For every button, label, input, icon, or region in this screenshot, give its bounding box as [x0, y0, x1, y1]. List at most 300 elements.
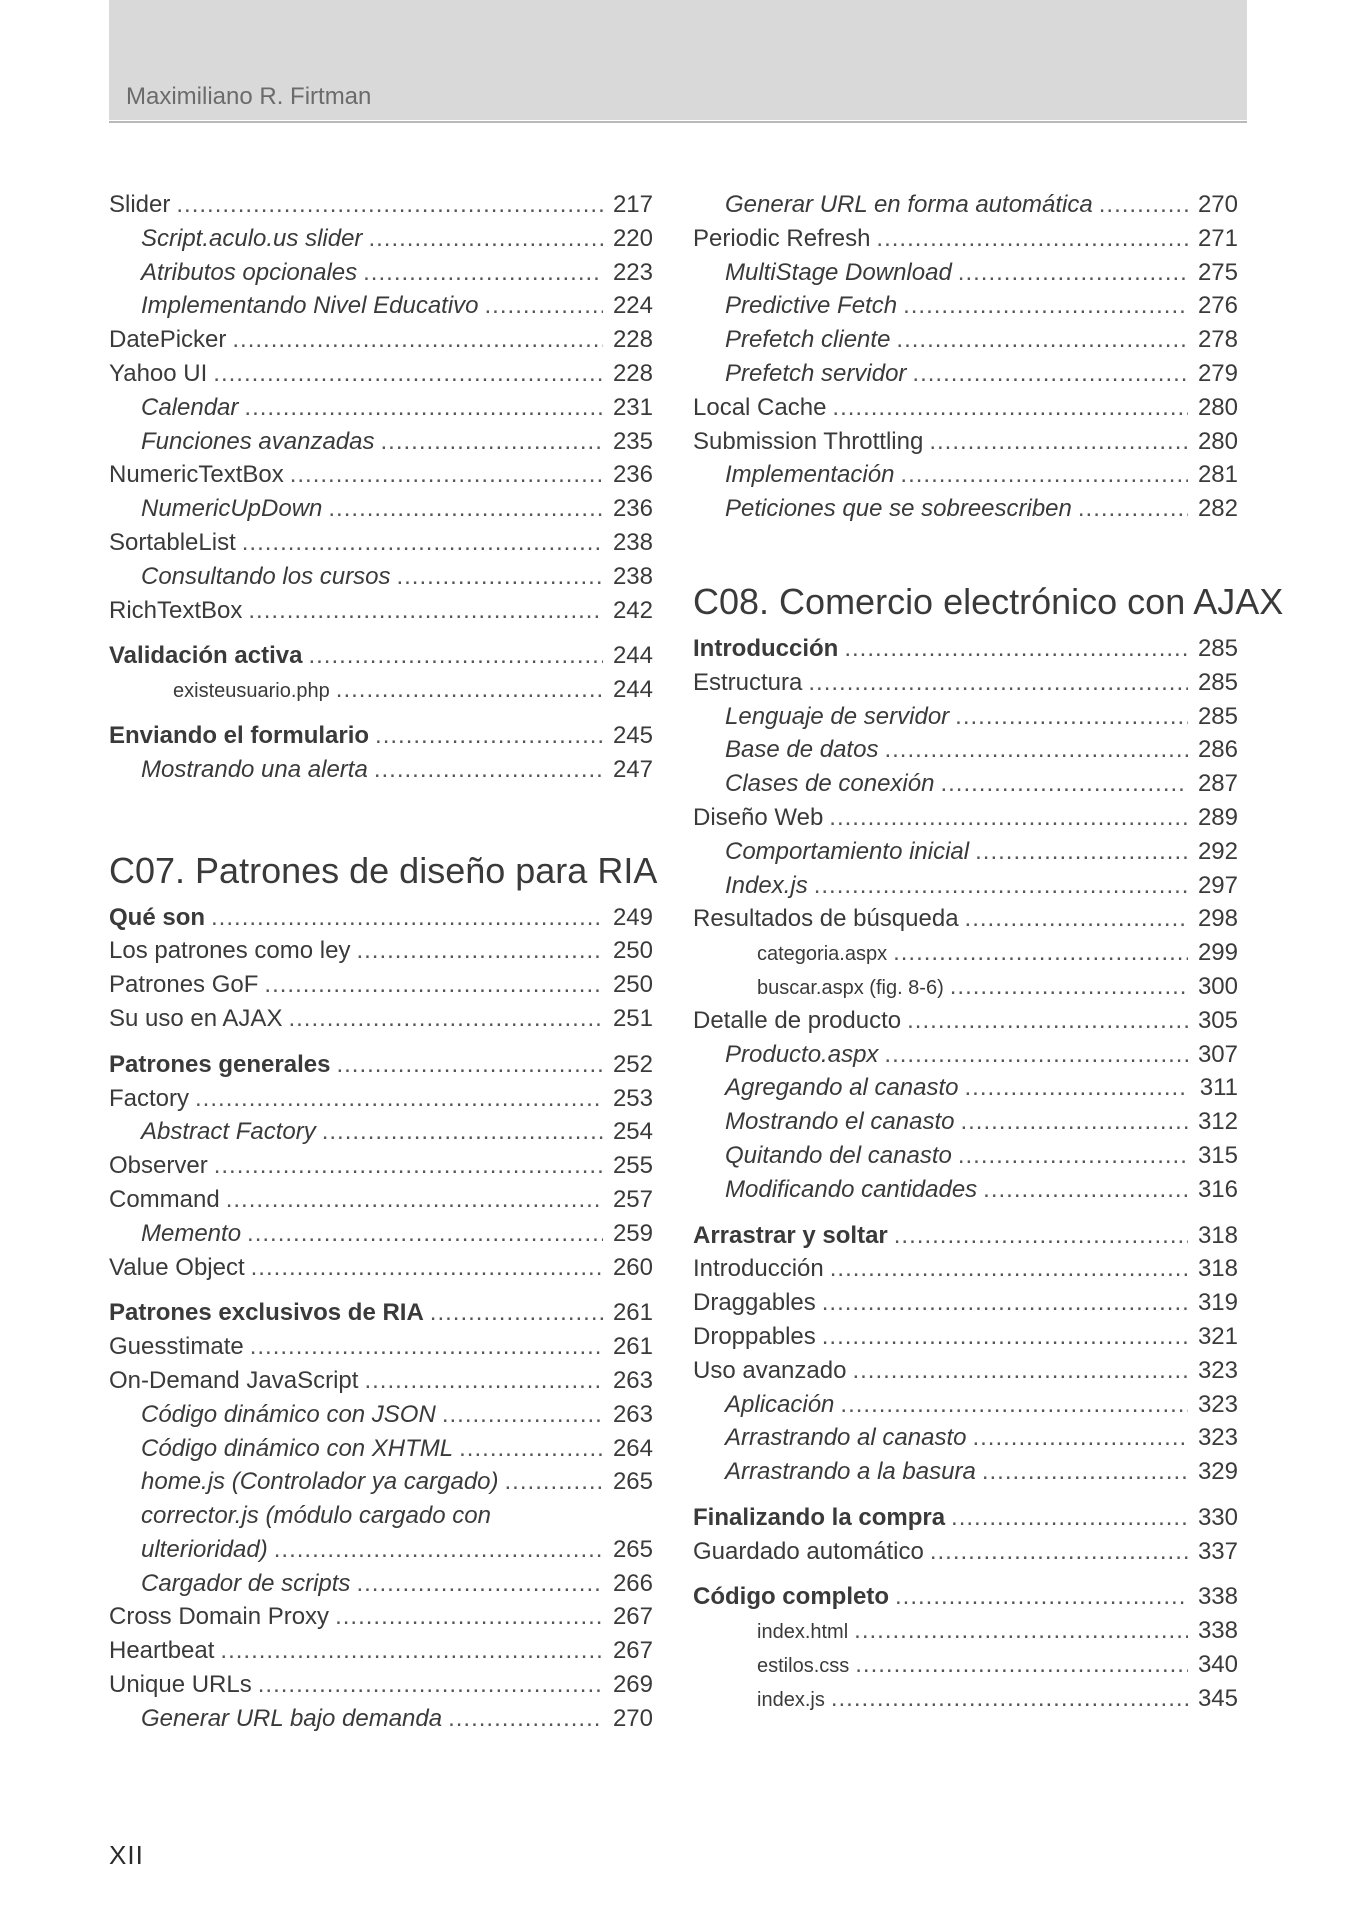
toc-entry[interactable] [109, 357, 653, 391]
toc-entry-label: Aplicación [725, 1390, 835, 1418]
toc-entry[interactable] [109, 719, 653, 753]
toc-entry-label: DatePicker [109, 326, 227, 354]
toc-entry[interactable] [693, 869, 1238, 903]
toc-entry-page-number: 220 [612, 224, 653, 252]
toc-entry-page-number: 286 [1197, 736, 1238, 764]
toc-entry-page-number: 282 [1197, 495, 1238, 523]
dot-leader [250, 1330, 603, 1364]
dot-leader [950, 970, 1188, 1004]
dot-leader [955, 700, 1188, 734]
toc-entry-label: Arrastrando a la basura [725, 1458, 976, 1486]
toc-entry-label: Periodic Refresh [693, 224, 871, 252]
toc-entry-label: corrector.js (módulo cargado con [141, 1502, 491, 1530]
toc-entry-page-number: 337 [1197, 1537, 1238, 1565]
dot-leader [808, 666, 1188, 700]
toc-entry[interactable] [693, 1105, 1238, 1139]
toc-entry[interactable] [109, 1296, 653, 1330]
toc-entry-label: Submission Throttling [693, 427, 924, 455]
toc-entry-label: Código dinámico con XHTML [141, 1434, 454, 1462]
toc-entry-page-number: 251 [612, 1004, 653, 1032]
toc-entry-label: Peticiones que se sobreescriben [725, 495, 1072, 523]
dot-leader [290, 458, 603, 492]
toc-entry-page-number: 287 [1197, 770, 1238, 798]
toc-entry[interactable] [693, 323, 1238, 357]
dot-leader [893, 936, 1188, 970]
dot-leader [832, 391, 1188, 425]
dot-leader [983, 1173, 1188, 1207]
toc-entry-label: Patrones GoF [109, 971, 259, 999]
dot-leader [965, 1071, 1188, 1105]
toc-entry-page-number: 292 [1197, 837, 1238, 865]
toc-entry-page-number: 340 [1197, 1651, 1238, 1679]
toc-entry[interactable] [693, 666, 1238, 700]
dot-leader [232, 323, 603, 357]
toc-entry[interactable] [109, 934, 653, 968]
toc-entry-label: index.html [757, 1621, 849, 1644]
dot-leader [852, 1354, 1188, 1388]
dot-leader [829, 801, 1188, 835]
toc-entry-page-number: 249 [612, 903, 653, 931]
toc-entry[interactable] [693, 188, 1238, 222]
toc-entry-label: Unique URLs [109, 1671, 252, 1699]
toc-entry[interactable] [693, 1682, 1238, 1716]
toc-entry[interactable] [693, 733, 1238, 767]
toc-entry-label: Implementación [725, 461, 895, 489]
toc-entry[interactable] [109, 753, 653, 787]
toc-entry[interactable] [693, 1501, 1238, 1535]
toc-entry[interactable] [693, 1071, 1238, 1105]
dot-leader [380, 425, 603, 459]
toc-entry[interactable] [693, 1139, 1238, 1173]
toc-entry-page-number: 289 [1197, 803, 1238, 831]
toc-entry-label: Guardado automático [693, 1537, 924, 1565]
toc-entry-label: Su uso en AJAX [109, 1004, 283, 1032]
toc-entry-page-number: 238 [612, 562, 653, 590]
toc-entry[interactable] [109, 1330, 653, 1364]
toc-entry-page-number: 228 [612, 326, 653, 354]
dot-leader [274, 1533, 603, 1567]
toc-entry[interactable] [109, 968, 653, 1002]
toc-entry[interactable] [109, 1499, 653, 1533]
dot-leader [822, 1320, 1188, 1354]
toc-entry[interactable] [693, 1648, 1238, 1682]
dot-leader [442, 1398, 603, 1432]
toc-entry[interactable] [693, 1388, 1238, 1422]
dot-leader [364, 1364, 603, 1398]
dot-leader [288, 1002, 603, 1036]
toc-entry-page-number: 264 [612, 1434, 653, 1462]
toc-entry-label: Mostrando una alerta [141, 755, 368, 783]
toc-entry-label: Enviando el formulario [109, 721, 370, 749]
dot-leader [258, 1668, 603, 1702]
toc-entry-page-number: 269 [612, 1671, 653, 1699]
toc-entry-label: Cargador de scripts [141, 1569, 351, 1597]
toc-group-left-chapter [109, 901, 653, 1736]
toc-entry-label: Consultando los cursos [141, 562, 391, 590]
dot-leader [855, 1648, 1188, 1682]
toc-entry-label: Predictive Fetch [725, 292, 898, 320]
toc-entry-label: Implementando Nivel Educativo [141, 292, 479, 320]
toc-entry-label: Guesstimate [109, 1333, 244, 1361]
toc-entry[interactable] [109, 526, 653, 560]
toc-entry[interactable] [109, 256, 653, 290]
dot-leader [322, 1115, 603, 1149]
toc-entry-page-number: 245 [612, 721, 653, 749]
dot-leader [830, 1252, 1188, 1286]
toc-entry-label: Prefetch cliente [725, 326, 891, 354]
toc-entry-label: Value Object [109, 1253, 245, 1281]
toc-group-right-chapter [693, 632, 1238, 1716]
toc-entry-label: Factory [109, 1084, 190, 1112]
toc-entry[interactable] [109, 1082, 653, 1116]
toc-entry[interactable] [693, 1219, 1238, 1253]
toc-entry-label: Droppables [693, 1322, 816, 1350]
toc-entry[interactable] [693, 632, 1238, 666]
toc-entry-page-number: 299 [1197, 939, 1238, 967]
toc-entry-label: Slider [109, 191, 171, 218]
toc-entry-page-number: 345 [1197, 1684, 1238, 1712]
dot-leader [244, 391, 603, 425]
toc-entry[interactable] [693, 1614, 1238, 1648]
toc-entry[interactable] [109, 222, 653, 256]
toc-entry-page-number: 280 [1197, 427, 1238, 455]
toc-entry[interactable] [109, 1398, 653, 1432]
dot-leader [884, 1038, 1188, 1072]
toc-entry-page-number: 319 [1197, 1289, 1238, 1317]
dot-leader [982, 1455, 1188, 1489]
toc-entry[interactable] [109, 639, 653, 673]
toc-entry-page-number: 297 [1197, 871, 1238, 899]
toc-entry-page-number: 223 [612, 258, 653, 286]
header-rule [109, 121, 1247, 123]
toc-entry-page-number: 300 [1197, 972, 1238, 1000]
running-head-author: Maximiliano R. Firtman [126, 83, 372, 110]
toc-entry[interactable] [109, 1567, 653, 1601]
toc-entry-label: Heartbeat [109, 1637, 215, 1665]
toc-column-right [693, 188, 1284, 1716]
toc-entry-page-number: 311 [1199, 1074, 1238, 1102]
toc-entry-label: Command [109, 1185, 220, 1213]
toc-entry-page-number: 250 [612, 937, 653, 965]
toc-entry[interactable] [693, 492, 1238, 526]
dot-leader [356, 934, 603, 968]
toc-entry-label: Prefetch servidor [725, 359, 907, 387]
toc-entry[interactable] [693, 391, 1238, 425]
toc-entry-label: Resultados de búsqueda [693, 905, 959, 933]
toc-entry[interactable] [109, 1600, 653, 1634]
dot-leader [929, 425, 1188, 459]
toc-entry[interactable] [693, 256, 1238, 290]
toc-entry-page-number: 298 [1197, 905, 1238, 933]
toc-entry[interactable] [693, 1421, 1238, 1455]
toc-entry-label: Qué son [109, 903, 206, 931]
dot-leader [814, 869, 1188, 903]
toc-entry-label: Arrastrar y soltar [693, 1221, 888, 1249]
toc-entry-page-number: 265 [612, 1468, 653, 1496]
dot-leader [940, 767, 1188, 801]
toc-entry-page-number: 316 [1197, 1175, 1238, 1203]
toc-entry-label: SortableList [109, 528, 236, 556]
toc-entry-label: Yahoo UI [109, 359, 208, 387]
toc-entry-label: Lenguaje de servidor [725, 702, 950, 730]
toc-entry[interactable] [109, 1432, 653, 1466]
toc-entry[interactable] [109, 1217, 653, 1251]
dot-leader [505, 1465, 603, 1499]
toc-entry-page-number: 305 [1197, 1006, 1238, 1034]
toc-entry-label: estilos.css [757, 1655, 850, 1678]
toc-entry-label: Cross Domain Proxy [109, 1603, 330, 1631]
toc-entry-page-number: 236 [612, 461, 653, 489]
toc-entry-page-number: 323 [1197, 1356, 1238, 1384]
dot-leader [247, 1217, 603, 1251]
page-folio: XII [109, 1840, 144, 1870]
toc-entry-page-number: 261 [612, 1299, 653, 1327]
toc-entry[interactable] [693, 1354, 1238, 1388]
toc-entry[interactable] [693, 1004, 1238, 1038]
toc-entry[interactable] [109, 1149, 653, 1183]
toc-entry[interactable] [109, 1702, 653, 1736]
dot-leader [960, 1105, 1188, 1139]
dot-leader [328, 492, 603, 526]
toc-entry[interactable] [693, 835, 1238, 869]
toc-entry-page-number: 315 [1197, 1141, 1238, 1169]
toc-entry-page-number: 247 [612, 755, 653, 783]
dot-leader [396, 560, 603, 594]
toc-column-left [109, 188, 658, 1736]
toc-entry-page-number: 244 [612, 676, 653, 704]
toc-entry-label: Patrones generales [109, 1050, 331, 1078]
toc-entry[interactable] [693, 357, 1238, 391]
toc-entry-page-number: 231 [612, 393, 653, 421]
toc-entry-label: RichTextBox [109, 596, 243, 624]
toc-entry-page-number: 270 [1197, 191, 1238, 218]
toc-entry[interactable] [109, 458, 653, 492]
dot-leader [958, 1139, 1188, 1173]
toc-entry[interactable] [109, 1634, 653, 1668]
dot-leader [335, 1600, 603, 1634]
toc-entry-page-number: 238 [612, 528, 653, 556]
toc-entry-page-number: 267 [612, 1637, 653, 1665]
toc-entry-label: Detalle de producto [693, 1006, 902, 1034]
toc-entry-label: existeusuario.php [173, 680, 330, 703]
toc-entry[interactable] [693, 1320, 1238, 1354]
toc-entry-page-number: 318 [1197, 1255, 1238, 1283]
toc-entry[interactable] [693, 1038, 1238, 1072]
toc-entry[interactable] [693, 902, 1238, 936]
toc-entry[interactable] [109, 1183, 653, 1217]
dot-leader [972, 1421, 1188, 1455]
toc-entry-label: On-Demand JavaScript [109, 1366, 359, 1394]
toc-entry[interactable] [693, 1286, 1238, 1320]
toc-entry[interactable] [109, 673, 653, 707]
toc-entry[interactable] [693, 936, 1238, 970]
dot-leader [308, 639, 603, 673]
dot-leader [220, 1634, 603, 1668]
dot-leader [912, 357, 1188, 391]
toc-entry-page-number: 265 [612, 1535, 653, 1563]
dot-leader [374, 753, 603, 787]
dot-leader [951, 1501, 1188, 1535]
toc-entry[interactable] [109, 1115, 653, 1149]
dot-leader [896, 323, 1188, 357]
dot-leader [854, 1614, 1188, 1648]
dot-leader [894, 1219, 1188, 1253]
toc-entry[interactable] [693, 1535, 1238, 1569]
dot-leader [958, 256, 1188, 290]
toc-entry[interactable] [109, 188, 653, 222]
dot-leader [336, 673, 603, 707]
toc-entry-page-number: 312 [1197, 1108, 1238, 1136]
dot-leader [822, 1286, 1188, 1320]
toc-entry-label: Finalizando la compra [693, 1503, 946, 1531]
toc-entry-label: NumericTextBox [109, 461, 284, 489]
toc-entry-page-number: 285 [1197, 634, 1238, 662]
toc-entry-page-number: 260 [612, 1253, 653, 1281]
dot-leader [975, 835, 1188, 869]
toc-entry-label: Funciones avanzadas [141, 427, 375, 455]
toc-entry-page-number: 323 [1197, 1424, 1238, 1452]
toc-entry[interactable] [693, 1252, 1238, 1286]
toc-entry-label: Base de datos [725, 736, 879, 764]
toc-entry-page-number: 266 [612, 1569, 653, 1597]
toc-entry-label: Los patrones como ley [109, 937, 351, 965]
toc-entry-label: Uso avanzado [693, 1356, 847, 1384]
toc-entry[interactable] [109, 901, 653, 935]
dot-leader [895, 1580, 1188, 1614]
dot-leader [876, 222, 1188, 256]
toc-entry-label: Agregando al canasto [725, 1074, 959, 1102]
toc-entry-label: Abstract Factory [141, 1118, 316, 1146]
dot-leader [485, 289, 603, 323]
toc-entry-label: ulterioridad) [141, 1535, 268, 1563]
toc-entry-label: Observer [109, 1152, 208, 1180]
dot-leader [459, 1432, 603, 1466]
toc-entry[interactable] [693, 970, 1238, 1004]
toc-entry-label: index.js [757, 1688, 825, 1711]
toc-entry-page-number: 235 [612, 427, 653, 455]
toc-entry[interactable] [109, 323, 653, 357]
dot-leader [430, 1296, 603, 1330]
dot-leader [840, 1388, 1188, 1422]
dot-leader [965, 902, 1188, 936]
toc-entry-label: Mostrando el canasto [725, 1108, 955, 1136]
toc-entry-label: MultiStage Download [725, 258, 952, 286]
toc-entry-label: Introducción [693, 634, 839, 662]
toc-entry-label: categoria.aspx [757, 943, 888, 966]
toc-entry[interactable] [109, 492, 653, 526]
dot-leader [1078, 492, 1188, 526]
toc-entry[interactable] [109, 1533, 653, 1567]
toc-entry-label: Introducción [693, 1255, 824, 1283]
dot-leader [844, 632, 1188, 666]
toc-entry-label: Clases de conexión [725, 770, 935, 798]
toc-entry-page-number: 338 [1197, 1583, 1238, 1611]
toc-entry-page-number: 267 [612, 1603, 653, 1631]
toc-entry-page-number: 244 [612, 642, 653, 670]
toc-entry[interactable] [693, 1173, 1238, 1207]
toc-entry-page-number: 281 [1197, 461, 1238, 489]
toc-entry-page-number: 338 [1197, 1617, 1238, 1645]
toc-entry-label: Generar URL en forma automática [725, 191, 1093, 218]
toc-entry[interactable] [109, 1048, 653, 1082]
toc-entry[interactable] [109, 1465, 653, 1499]
dot-leader [195, 1082, 603, 1116]
toc-entry[interactable] [109, 1668, 653, 1702]
toc-entry-label: Código completo [693, 1583, 889, 1611]
toc-entry-label: NumericUpDown [141, 495, 323, 523]
toc-entry-page-number: 276 [1197, 292, 1238, 320]
dot-leader [884, 733, 1188, 767]
toc-entry-page-number: 224 [612, 292, 653, 320]
toc-entry[interactable] [109, 391, 653, 425]
chapter-title-c07: C07. Patrones de diseño para RIA [109, 849, 658, 891]
toc-entry-page-number: 253 [612, 1084, 653, 1112]
dot-leader [248, 594, 603, 628]
toc-entry-page-number: 257 [612, 1185, 653, 1213]
toc-group-left-top [109, 188, 653, 787]
toc-entry[interactable] [109, 1251, 653, 1285]
toc-entry[interactable] [109, 1364, 653, 1398]
toc-entry[interactable] [109, 1002, 653, 1036]
toc-entry-page-number: 255 [612, 1152, 653, 1180]
dot-leader [1099, 188, 1188, 222]
toc-entry[interactable] [693, 458, 1238, 492]
dot-leader [356, 1567, 603, 1601]
toc-entry-page-number: 252 [612, 1050, 653, 1078]
toc-entry-page-number: 270 [612, 1704, 653, 1732]
toc-entry-page-number: 271 [1197, 224, 1238, 252]
toc-entry-label: buscar.aspx (fig. 8-6) [757, 976, 944, 999]
toc-entry[interactable] [693, 222, 1238, 256]
toc-entry[interactable] [109, 594, 653, 628]
dot-leader [211, 901, 603, 935]
toc-entry-page-number: 236 [612, 495, 653, 523]
toc-entry[interactable] [109, 560, 653, 594]
toc-entry-page-number: 318 [1197, 1221, 1238, 1249]
toc-entry-page-number: 285 [1197, 668, 1238, 696]
toc-entry-label: home.js (Controlador ya cargado) [141, 1468, 499, 1496]
toc-entry-label: Local Cache [693, 393, 827, 421]
toc-entry-label: Diseño Web [693, 803, 824, 831]
toc-entry-label: Patrones exclusivos de RIA [109, 1299, 424, 1327]
toc-entry-page-number: 330 [1197, 1503, 1238, 1531]
toc-entry-page-number: 275 [1197, 258, 1238, 286]
toc-entry-page-number: 307 [1197, 1040, 1238, 1068]
dot-leader [336, 1048, 603, 1082]
toc-entry-page-number: 250 [612, 971, 653, 999]
dot-leader [251, 1251, 603, 1285]
toc-entry-page-number: 263 [612, 1400, 653, 1428]
toc-entry-page-number: 278 [1197, 326, 1238, 354]
toc-entry[interactable] [693, 1455, 1238, 1489]
toc-entry[interactable] [693, 801, 1238, 835]
toc-entry[interactable] [693, 1580, 1238, 1614]
toc-entry-label: Validación activa [109, 642, 303, 670]
toc-entry[interactable] [109, 425, 653, 459]
toc-entry[interactable] [109, 289, 653, 323]
dot-leader [226, 1183, 603, 1217]
toc-entry-label: Script.aculo.us slider [141, 224, 363, 252]
toc-entry[interactable] [693, 700, 1238, 734]
toc-entry-page-number: 263 [612, 1366, 653, 1394]
toc-entry[interactable] [693, 425, 1238, 459]
toc-entry-label: Generar URL bajo demanda [141, 1704, 443, 1732]
toc-entry-page-number: 228 [612, 359, 653, 387]
dot-leader [907, 1004, 1188, 1038]
toc-entry[interactable] [693, 767, 1238, 801]
toc-entry[interactable] [693, 289, 1238, 323]
toc-group-right-top [693, 188, 1238, 526]
